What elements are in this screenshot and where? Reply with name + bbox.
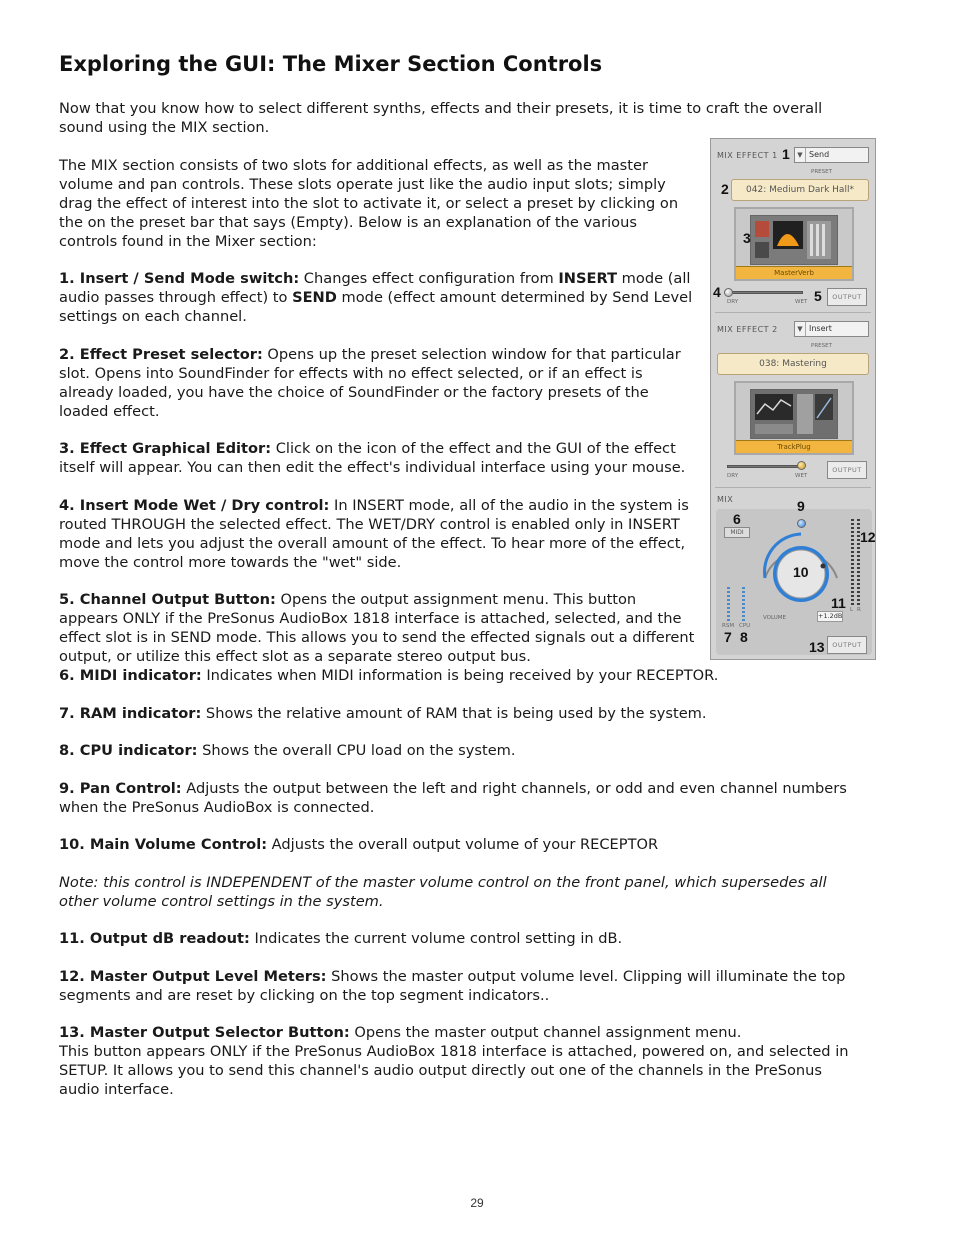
effect-2-wet-dry-knob[interactable]: [797, 461, 806, 470]
effect-2-mode-value: Insert: [809, 324, 832, 333]
callout-4: 4: [713, 284, 721, 300]
effect-1-preset-caption: PRESET: [811, 169, 832, 175]
item-8: [59, 741, 849, 760]
item-8-heading: 8. CPU indicator:: [59, 742, 198, 759]
item-7-text: Shows the relative amount of RAM that is being used by the system.: [201, 704, 707, 722]
item-12: [59, 967, 849, 1005]
effect-1-dry-label: DRY: [727, 299, 739, 305]
item-1-insert-word: INSERT: [558, 270, 618, 287]
callout-2: 2: [721, 181, 729, 197]
item-13-text: Opens the master output channel assignment menu.: [349, 1024, 742, 1041]
mix-description-paragraph: The MIX section consists of two slots for additional effects, as well as the master volume and pan controls. These slots operate just like the audio input slots; simply drag the effect of interest into the slot to activate it, or select a preset by clicking on the on the preset bar that says (Empty). Below is an explanation of the various controls found in the Mixer section:: [59, 156, 679, 250]
item-1-heading: 1. Insert / Send Mode switch:: [59, 270, 300, 287]
mix-effect-2-label: MIX EFFECT 2: [717, 325, 778, 334]
item-13: [59, 1023, 849, 1099]
midi-indicator: MIDI: [724, 527, 750, 538]
effect-1-graphical-editor[interactable]: [734, 207, 854, 281]
item-10-heading: 10. Main Volume Control:: [59, 836, 268, 853]
item-5-heading: 5. Channel Output Button:: [59, 591, 276, 608]
item-4-text: In INSERT mode, all of the audio in the system is routed THROUGH the selected effect. The WET/DRY control is enabled only in INSERT mode and lets you adjust the overall amount of the effect. To hear more of the effect, move the control more towards the "wet" side.: [59, 496, 689, 571]
item-11-text: Indicates the current volume control setting in dB.: [249, 930, 623, 947]
item-3: [59, 439, 699, 477]
divider: [715, 487, 871, 488]
item-2-heading: 2. Effect Preset selector:: [59, 345, 263, 363]
item-12-text: Shows the master output volume level. Clipping will illuminate the top segments and are reset by clicking on the top segment indicators..: [59, 967, 846, 1004]
callout-7: 7: [724, 629, 732, 645]
effect-2-wet-label: WET: [795, 473, 808, 479]
ram-indicator-meter: [727, 587, 730, 621]
item-9: [59, 779, 849, 817]
effect-2-preset-bar[interactable]: 038: Mastering: [717, 353, 869, 375]
effect-2-thumbnail-art: [751, 390, 837, 438]
intro-paragraph: Now that you know how to select different synths, effects and their presets, it is time to craft the overall sound using the MIX section.: [59, 100, 823, 136]
page-title: Exploring the GUI: The Mixer Section Controls: [59, 52, 603, 76]
effect-1-mode-value: Send: [809, 150, 830, 159]
master-output-selector-button[interactable]: OUTPUT: [827, 636, 867, 654]
item-6-heading: 6. MIDI indicator:: [59, 667, 202, 684]
item-1-send-word: SEND: [292, 289, 337, 306]
page-number: 29: [470, 1196, 484, 1210]
item-11: [59, 929, 849, 948]
effect-2-mode-dropdown[interactable]: [794, 321, 869, 337]
item-1-text-c: mode (effect amount determined by Send Level settings on each channel.: [59, 289, 693, 325]
callout-3: 3: [743, 230, 751, 246]
item-1-text-a: Changes effect configuration from: [299, 270, 559, 287]
output-db-readout: +1.2dB: [818, 612, 843, 620]
chevron-down-icon: ▼: [795, 148, 806, 162]
chevron-down-icon: ▼: [795, 322, 806, 336]
item-10-text: Adjusts the overall output volume of your RECEPTOR: [267, 836, 659, 853]
callout-12: 12: [860, 529, 876, 545]
effect-1-wet-dry-track[interactable]: [727, 291, 803, 294]
callout-13: 13: [809, 639, 825, 655]
item-9-text: Adjusts the output between the left and right channels, or odd and even channel numbers when the PreSonus AudioBox is connected.: [59, 779, 847, 816]
item-1: [59, 269, 699, 326]
cpu-indicator-meter: [742, 587, 745, 621]
effect-1-thumbnail-art: [751, 216, 837, 264]
effect-2-wet-dry-track[interactable]: [727, 465, 803, 468]
item-11-heading: 11. Output dB readout:: [59, 930, 250, 947]
trackplug-thumbnail-icon: [750, 389, 838, 439]
item-8-text: Shows the overall CPU load on the system.: [197, 742, 516, 759]
item-3-text: Click on the icon of the effect and the GUI of the effect itself will appear. You can then edit the effect's individual interface using your mouse.: [59, 440, 686, 476]
volume-label: VOLUME: [763, 615, 787, 621]
effect-2-name: TrackPlug: [736, 440, 852, 453]
callout-5: 5: [814, 288, 822, 304]
effect-2-output-button[interactable]: OUTPUT: [827, 461, 867, 479]
effect-1-name: MasterVerb: [736, 266, 852, 279]
divider: [715, 312, 871, 313]
mixer-panel-figure: [710, 138, 876, 660]
item-7-heading: 7. RAM indicator:: [59, 704, 202, 722]
effect-1-wet-dry-knob[interactable]: [724, 288, 733, 297]
item-13-text-continued: This button appears ONLY if the PreSonus AudioBox 1818 interface is attached, powered on, and selected in SETUP. It allows you to send this channel's audio output directly out one of the channels in the PreSonus audio interface.: [59, 1043, 849, 1098]
item-7: [59, 704, 849, 723]
item-6-text: Indicates when MIDI information is being received by your RECEPTOR.: [201, 667, 719, 684]
meter-right-label: R: [857, 607, 861, 613]
mix-section-label: MIX: [717, 495, 734, 504]
effect-2-preset-caption: PRESET: [811, 343, 832, 349]
item-5: [59, 590, 699, 666]
effect-1-preset-bar[interactable]: 042: Medium Dark Hall*: [731, 179, 869, 201]
callout-8: 8: [740, 629, 748, 645]
effect-1-mode-dropdown[interactable]: [794, 147, 869, 163]
callout-1: 1: [782, 146, 790, 162]
callout-6: 6: [733, 511, 741, 527]
masterverb-thumbnail-icon: [750, 215, 838, 265]
effect-2-graphical-editor[interactable]: [734, 381, 854, 455]
item-13-heading: 13. Master Output Selector Button:: [59, 1024, 350, 1041]
item-9-heading: 9. Pan Control:: [59, 779, 182, 797]
item-10: [59, 835, 849, 854]
callout-10: 10: [793, 564, 809, 580]
callout-11: 11: [831, 595, 846, 611]
meter-left-label: L: [850, 607, 854, 613]
pan-control-knob[interactable]: [797, 519, 806, 528]
item-3-heading: 3. Effect Graphical Editor:: [59, 440, 272, 457]
callout-9: 9: [797, 498, 805, 514]
item-4-heading: 4. Insert Mode Wet / Dry control:: [59, 496, 330, 514]
cpu-label: CPU: [739, 623, 751, 629]
effect-1-output-button[interactable]: OUTPUT: [827, 288, 867, 306]
item-2-text: Opens up the preset selection window for that particular slot. Opens into SoundFinder for effects with no effect selected, or if an effect is already loaded, you have the choice of SoundFinder or the factory presets of the loaded effect.: [59, 345, 681, 420]
item-5-text: Opens the output assignment menu. This button appears ONLY if the PreSonus AudioBox 1818 interface is attached, selected, and the effect slot is in SEND mode. This allows you to send the effected signals out a different output, or utilize this effect slot as a separate stereo output bus.: [59, 591, 695, 665]
master-level-meter-left[interactable]: [851, 519, 854, 605]
ram-label: RSM: [722, 623, 735, 629]
mix-effect-1-label: MIX EFFECT 1: [717, 151, 778, 160]
item-2: [59, 345, 699, 421]
effect-2-dry-label: DRY: [727, 473, 739, 479]
item-4: [59, 496, 699, 572]
item-6: [59, 666, 849, 685]
effect-1-wet-label: WET: [795, 299, 808, 305]
item-1-text-b: mode (all audio passes through effect) to: [59, 270, 691, 306]
item-12-heading: 12. Master Output Level Meters:: [59, 967, 327, 985]
volume-note: Note: this control is INDEPENDENT of the master volume control on the front panel, which supersedes all other volume control settings in the system.: [59, 873, 827, 910]
